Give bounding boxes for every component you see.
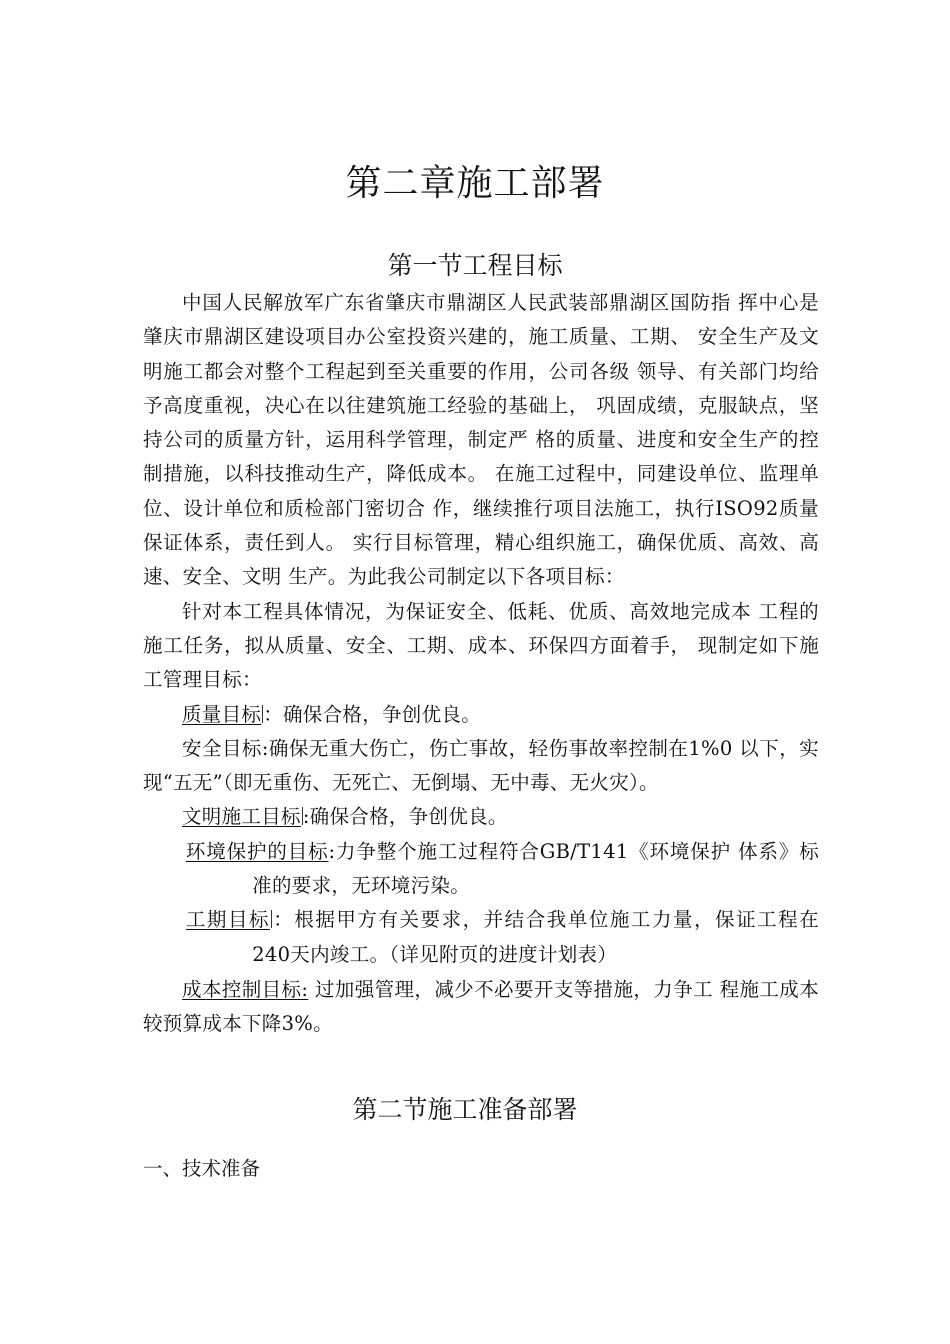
civil-goal-text: :确保合格，争创优良。 [302, 805, 508, 829]
section-title-preparation: 第二节施工准备部署 [352, 1095, 578, 1124]
quality-goal [143, 698, 819, 732]
intro-paragraph: 中国人民解放军广东省肇庆市鼎湖区人民武装部鼎湖区国防指 挥中心是肇庆市鼎湖区建设项目办公室投资兴建的，施工质量、工期、 安全生产及文明施工都会对整个工程起到至关重要的作用，公司各级 领导、有关部门均给予高度重视，决心在以往建筑施工经验的基础上， 巩固成绩，克服缺点，坚持公司的质量方针，运用科学管理，制定严 格的质量、进度和安全生产的控制措施，以科技推动生产，降低成本。 在施工过程中，同建设单位、监理单位、设计单位和质检部门密切合 作，继续推行项目法施工，执行ISO92质量保证体系，责任到人。 实行目标管理，精心组织施工，确保优质、高效、高速、安全、文明 生产。为此我公司制定以下各项目标： [143, 291, 819, 589]
quality-goal-label: 质量目标 [182, 702, 262, 726]
safety-goal-label: 安全目标 [182, 736, 262, 760]
environment-goal [143, 835, 819, 904]
schedule-goal-text: ：根据甲方有关要求，并结合我单位施工力量，保证工程在240天内竣工。（详见附页的进度计划表） [252, 908, 819, 966]
goals-intro-paragraph: 针对本工程具体情况，为保证安全、低耗、优质、高效地完成本 工程的施工任务，拟从质量、安全、工期、成本、环保四方面着手， 现制定如下施工管理目标： [143, 599, 819, 692]
safety-goal [143, 732, 819, 801]
schedule-goal [143, 903, 819, 972]
environment-goal-text: :力争整个施工过程符合GB/T141《环境保护 体系》标准的要求，无环境污染。 [252, 839, 819, 898]
cost-goal-text: 过加强管理，减少不必要开支等措施，力争工 程施工成本较预算成本下降3%。 [143, 977, 819, 1036]
civil-goal [143, 800, 819, 834]
document-body [143, 286, 819, 1042]
safety-goal-text: :确保无重大伤亡，伤亡事故，轻伤事故率控制在1%0 以下，实现“五无”（即无重伤、无死亡、无倒塌、无中毒、无火灾）。 [143, 736, 819, 795]
schedule-goal-label: 工期目标 [185, 908, 271, 932]
chapter-title: 第二章施工部署 [345, 163, 605, 204]
section-title-goals: 第一节工程目标 [387, 251, 563, 280]
quality-goal-text: ：确保合格，争创优良。 [263, 702, 482, 726]
cost-goal-label: 成本控制目标: [182, 977, 309, 1001]
civil-goal-label: 文明施工目标 [182, 805, 301, 829]
environment-goal-label: 环境保护的目标 [185, 839, 329, 863]
subheading-technical-preparation: 一、技术准备 [143, 1157, 261, 1180]
cost-goal [143, 973, 819, 1042]
